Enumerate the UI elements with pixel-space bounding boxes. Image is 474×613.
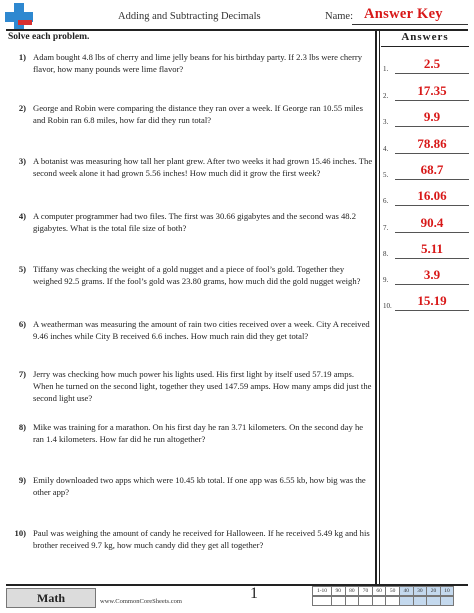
score-cell: [312, 596, 332, 606]
answer-row: [383, 54, 469, 74]
score-cell: 80: [345, 586, 360, 596]
answer-line: [395, 100, 469, 101]
problem-number: 6): [18, 319, 26, 329]
instructions: Solve each problem.: [8, 32, 90, 42]
answer-number: 3.: [383, 118, 389, 126]
problem-number: 5): [18, 264, 26, 274]
score-cell: 40: [399, 586, 414, 596]
problem-number: 9): [18, 475, 26, 485]
name-line: [352, 24, 468, 25]
answer-number: 1.: [383, 65, 389, 73]
answer-value: 15.19: [417, 293, 447, 308]
score-cell: [385, 596, 400, 606]
answer-value: 17.35: [417, 83, 447, 98]
score-cell: [345, 596, 360, 606]
answer-row: [383, 160, 469, 180]
problem-text: Jerry was checking how much power his lights used. His first light by itself used 57.19 amps. When he turned on the second light, together they used 147.59 amps. How many amps did just the second light use?: [33, 369, 372, 403]
answer-value: 90.4: [420, 215, 444, 230]
answer-number: 7.: [383, 224, 389, 232]
problem-text: A weatherman was measuring the amount of rain two cities received over a week. City A received 9.46 inches while City B received 6.6 inches. How much rain did they get total?: [33, 319, 370, 341]
score-cell: [426, 596, 441, 606]
answer-line: [395, 153, 469, 154]
problem-text: Tiffany was checking the weight of a gold nugget and a piece of fool’s gold. Together they weighed 92.5 grams. If the fool’s gold was 23.80 grams, how much did the gold nugget weigh?: [33, 264, 361, 286]
answer-line: [395, 284, 469, 285]
subject-label: Math: [6, 588, 96, 608]
score-cell: 90: [331, 586, 346, 596]
page-number: 1: [250, 585, 258, 602]
score-cell: 30: [413, 586, 428, 596]
answer-line: [395, 179, 469, 180]
answer-line: [395, 73, 469, 74]
answer-value: 9.9: [423, 109, 441, 124]
problem-number: 3): [18, 156, 26, 166]
name-label: Name:: [325, 11, 353, 22]
answers-heading: Answers: [401, 31, 449, 43]
answer-number: 6.: [383, 197, 389, 205]
score-cell: 70: [358, 586, 373, 596]
answer-row: [383, 213, 469, 233]
answer-number: 4.: [383, 145, 389, 153]
column-divider-inner: [379, 29, 380, 584]
score-cell: 1-10: [312, 586, 332, 596]
answer-row: [383, 186, 469, 206]
score-cell: [372, 596, 387, 606]
answer-row: [383, 291, 469, 311]
answer-key-label: Answer Key: [364, 6, 443, 22]
answer-line: [395, 205, 469, 206]
problem-text: Mike was training for a marathon. On his first day he ran 3.71 kilometers. On the second day he ran 1.4 kilometers. How far did he run altogether?: [33, 422, 364, 444]
problem-number: 4): [18, 211, 26, 221]
answer-value: 3.9: [423, 267, 441, 282]
problem-text: A botanist was measuring how tall her plant grew. After two weeks it had grown 15.46 inches. The second week alone it had grown 5.56 inches! How much did it grow the first week?: [33, 156, 373, 178]
score-cell: [399, 596, 414, 606]
score-scale-row-1: [312, 586, 454, 596]
worksheet-title: Adding and Subtracting Decimals: [118, 11, 261, 22]
column-divider: [375, 29, 377, 584]
score-cell: [440, 596, 455, 606]
score-cell: [358, 596, 373, 606]
answer-number: 2.: [383, 92, 389, 100]
answer-value: 16.06: [417, 188, 447, 203]
answer-value: 68.7: [420, 162, 444, 177]
score-cell: 50: [385, 586, 400, 596]
answer-number: 9.: [383, 276, 389, 284]
problem-text: A computer programmer had two files. The first was 30.66 gigabytes and the second was 48.2 gigabytes. What is the total file size of both?: [33, 211, 356, 233]
answer-line: [395, 126, 469, 127]
answer-row: [383, 239, 469, 259]
answer-line: [395, 258, 469, 259]
problem-text: Adam bought 4.8 lbs of cherry and lime jelly beans for his birthday party. If 2.3 lbs were cherry flavor, how many pounds were lime flavor?: [33, 52, 363, 74]
score-cell: 10: [440, 586, 455, 596]
problem-text: Emily downloaded two apps which were 10.45 kb total. If one app was 6.55 kb, how big was the other app?: [33, 475, 366, 497]
answer-value: 2.5: [423, 56, 441, 71]
problem-number: 7): [18, 369, 26, 379]
answer-number: 5.: [383, 171, 389, 179]
worksheet-logo-icon: [4, 2, 34, 32]
answer-row: [383, 265, 469, 285]
score-cell: 20: [426, 586, 441, 596]
score-scale-row-2: [312, 596, 454, 606]
problem-number: 10): [14, 528, 26, 538]
answer-row: [383, 134, 469, 154]
problem-text: George and Robin were comparing the distance they ran over a week. If George ran 10.55 miles and Robin ran 6.8 miles, how far did they run total?: [33, 103, 363, 125]
score-cell: [413, 596, 428, 606]
score-cell: [331, 596, 346, 606]
answer-value: 78.86: [417, 136, 447, 151]
problem-number: 2): [18, 103, 26, 113]
answer-row: [383, 107, 469, 127]
answer-line: [395, 232, 469, 233]
score-cell: 60: [372, 586, 387, 596]
site-url: www.CommonCoreSheets.com: [100, 598, 182, 605]
problem-number: 1): [18, 52, 26, 62]
answer-value: 5.11: [420, 241, 444, 256]
answer-row: [383, 81, 469, 101]
answer-line: [395, 310, 469, 311]
problem-text: Paul was weighing the amount of candy he received for Halloween. If he received 5.49 kg and his brother received 9.7 kg, how much candy did they get all together?: [33, 528, 370, 550]
answer-number: 10.: [383, 302, 392, 310]
answers-heading-rule: [381, 46, 469, 47]
answer-number: 8.: [383, 250, 389, 258]
problem-number: 8): [18, 422, 26, 432]
